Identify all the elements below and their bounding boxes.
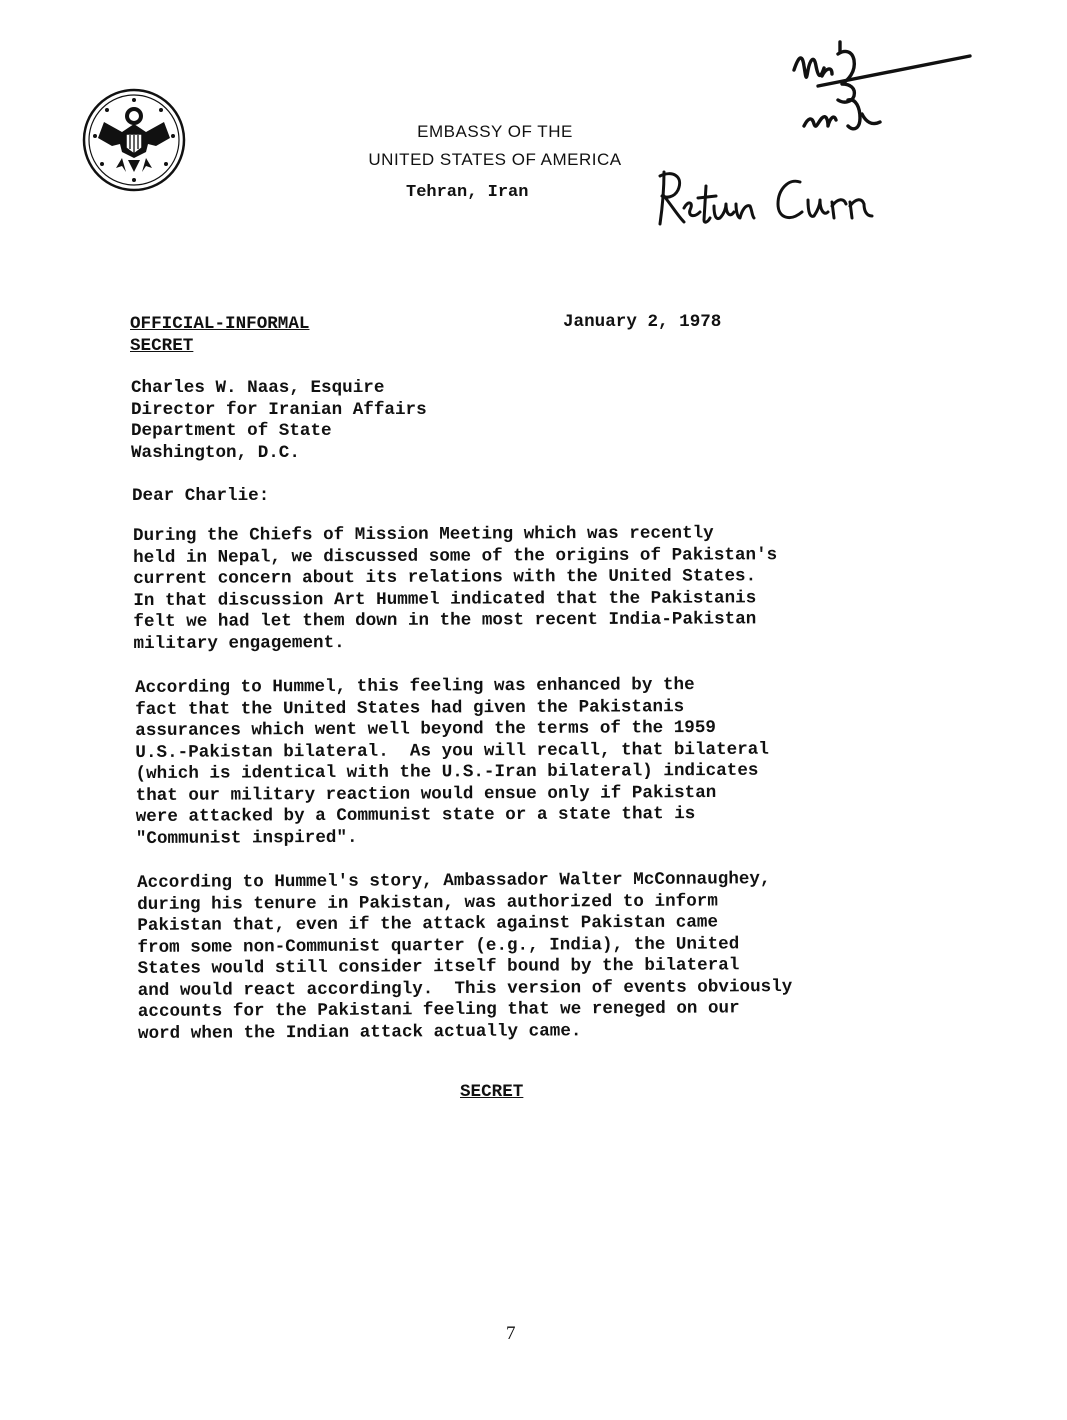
paragraph-line: during his tenure in Pakistan, was authorized to inform	[137, 890, 718, 915]
paragraph-line: U.S.-Pakistan bilateral. As you will recall, that bilateral	[135, 739, 769, 763]
paragraph-line: were attacked by a Communist state or a state that is	[135, 804, 696, 827]
addressee-title: Director for Iranian Affairs	[131, 399, 427, 420]
body-paragraph-1	[133, 523, 778, 655]
paragraph-line: States would still consider itself bound by the bilateral	[137, 955, 740, 979]
paragraph-line: current concern about its relations with the United States.	[133, 566, 757, 589]
body-paragraph-2	[135, 675, 769, 850]
letterhead	[330, 118, 660, 174]
city-line: Tehran, Iran	[406, 183, 529, 202]
paragraph-line: In that discussion Art Hummel indicated that the Pakistanis	[133, 587, 757, 611]
addressee-name: Charles W. Naas, Esquire	[131, 378, 385, 398]
paragraph-line: fact that the United States had given the Pakistanis	[135, 696, 685, 720]
letter-date: January 2, 1978	[563, 312, 722, 332]
paragraph-line: accounts for the Pakistani feeling that we reneged on our	[137, 998, 740, 1022]
handwritten-note-mark	[650, 160, 890, 240]
paragraph-line: from some non-Communist quarter (e.g., India), the United	[137, 933, 740, 958]
body-paragraph-3	[137, 869, 793, 1045]
embassy-line: EMBASSY OF THE	[417, 122, 573, 141]
paragraph-line: During the Chiefs of Mission Meeting which was recently	[133, 523, 714, 546]
paragraph-line: According to Hummel, this feeling was enhanced by the	[135, 675, 695, 698]
handwritten-initials-mark	[780, 22, 980, 144]
paragraph-line: Pakistan that, even if the attack against Pakistan came	[137, 912, 719, 936]
classification-top	[130, 314, 310, 357]
page-number: 7	[506, 1323, 516, 1344]
classification-bottom: SECRET	[460, 1082, 524, 1102]
paragraph-line: felt we had let them down in the most recent India-Pakistan	[133, 609, 757, 632]
paragraph-line: "Communist inspired".	[135, 827, 358, 849]
paragraph-line: According to Hummel's story, Ambassador Walter McConnaughey,	[137, 869, 771, 893]
paragraph-line: (which is identical with the U.S.-Iran bilateral) indicates	[135, 760, 759, 784]
classification-secret: SECRET	[130, 335, 194, 356]
great-seal-icon	[82, 88, 186, 192]
addressee-city: Washington, D.C.	[131, 442, 300, 463]
addressee-block	[131, 378, 427, 464]
paragraph-line: that our military reaction would ensue only if Pakistan	[135, 782, 717, 806]
paragraph-line: word when the Indian attack actually came.	[137, 1020, 582, 1044]
paragraph-line: assurances which went well beyond the terms of the 1959	[135, 717, 717, 741]
salutation: Dear Charlie:	[132, 486, 270, 506]
addressee-department: Department of State	[131, 421, 332, 441]
country-line: UNITED STATES OF AMERICA	[368, 150, 622, 169]
classification-official-informal: OFFICIAL-INFORMAL	[130, 314, 310, 334]
paragraph-line: and would react accordingly. This version of events obviously	[137, 976, 793, 1001]
paragraph-line: held in Nepal, we discussed some of the origins of Pakistan's	[133, 544, 778, 568]
paragraph-line: military engagement.	[133, 632, 345, 654]
